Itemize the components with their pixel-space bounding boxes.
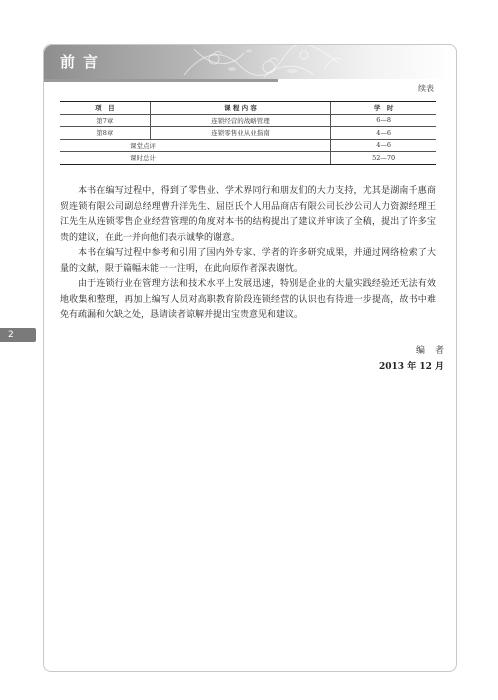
page-number: 2 bbox=[0, 328, 36, 342]
table-cell-hours: 4—6 bbox=[331, 127, 436, 140]
table-summary-row bbox=[60, 152, 436, 165]
table-cell-total-hours: 52—70 bbox=[331, 152, 436, 165]
floral-ornament-icon bbox=[174, 45, 344, 79]
table-cell-summary-hours: 4—6 bbox=[331, 139, 436, 152]
paragraph: 本书在编写过程中参考和引用了国内外专家、学者的许多研究成果，并通过网络检索了大量的文献，限于篇幅未能一一注明，在此向原作者深表谢忱。 bbox=[60, 248, 436, 274]
table-cell-chapter: 第7章 bbox=[60, 114, 150, 127]
table-row bbox=[60, 127, 436, 140]
table-header-row bbox=[60, 102, 436, 115]
paragraph: 本书在编写过程中，得到了零售业、学术界同行和朋友们的大力支持，尤其是湖南千惠商贸连锁有限公司副总经理曹升洋先生、屈臣氏个人用品商店有限公司长沙公司人力资源经理王江先生从连锁零售企业经营管理的角度对本书的结构提出了建议并审读了全稿，提出了许多宝贵的建议，在此一并向他们表示诚挚的谢意。 bbox=[60, 186, 436, 243]
signature-editor: 编者 bbox=[415, 346, 454, 356]
column-header-hours: 学 时 bbox=[331, 102, 436, 115]
page-title: 前言 bbox=[60, 53, 107, 71]
table-cell-summary-label: 课堂点评 bbox=[60, 139, 331, 152]
table-cell-total-label: 课时总计 bbox=[60, 152, 331, 165]
column-header-item: 项 目 bbox=[60, 102, 150, 115]
paragraph: 由于连锁行业在管理方法和技术水平上发展迅速，特别是企业的大量实践经验还无法有效地收集和整理，再加上编写人员对高职教育阶段连锁经营的认识也有待进一步提高，故书中难免有疏漏和欠缺之处，恳请读者谅解并提出宝贵意见和建议。 bbox=[60, 279, 436, 320]
signature-block bbox=[379, 344, 454, 375]
column-header-content: 课 程 内 容 bbox=[150, 102, 330, 115]
course-hours-table bbox=[60, 101, 436, 165]
preface-body bbox=[60, 184, 436, 324]
signature-date: 2013 年 12 月 bbox=[379, 361, 444, 372]
table-summary-row bbox=[60, 139, 436, 152]
table-row bbox=[60, 114, 436, 127]
table-cell-content: 连锁经营的战略管理 bbox=[150, 114, 330, 127]
table-cell-chapter: 第8章 bbox=[60, 127, 150, 140]
table-continued-label: 续表 bbox=[418, 84, 434, 93]
table-cell-hours: 6—8 bbox=[331, 114, 436, 127]
header-underline bbox=[44, 79, 278, 82]
table-cell-content: 连锁零售业从业指南 bbox=[150, 127, 330, 140]
